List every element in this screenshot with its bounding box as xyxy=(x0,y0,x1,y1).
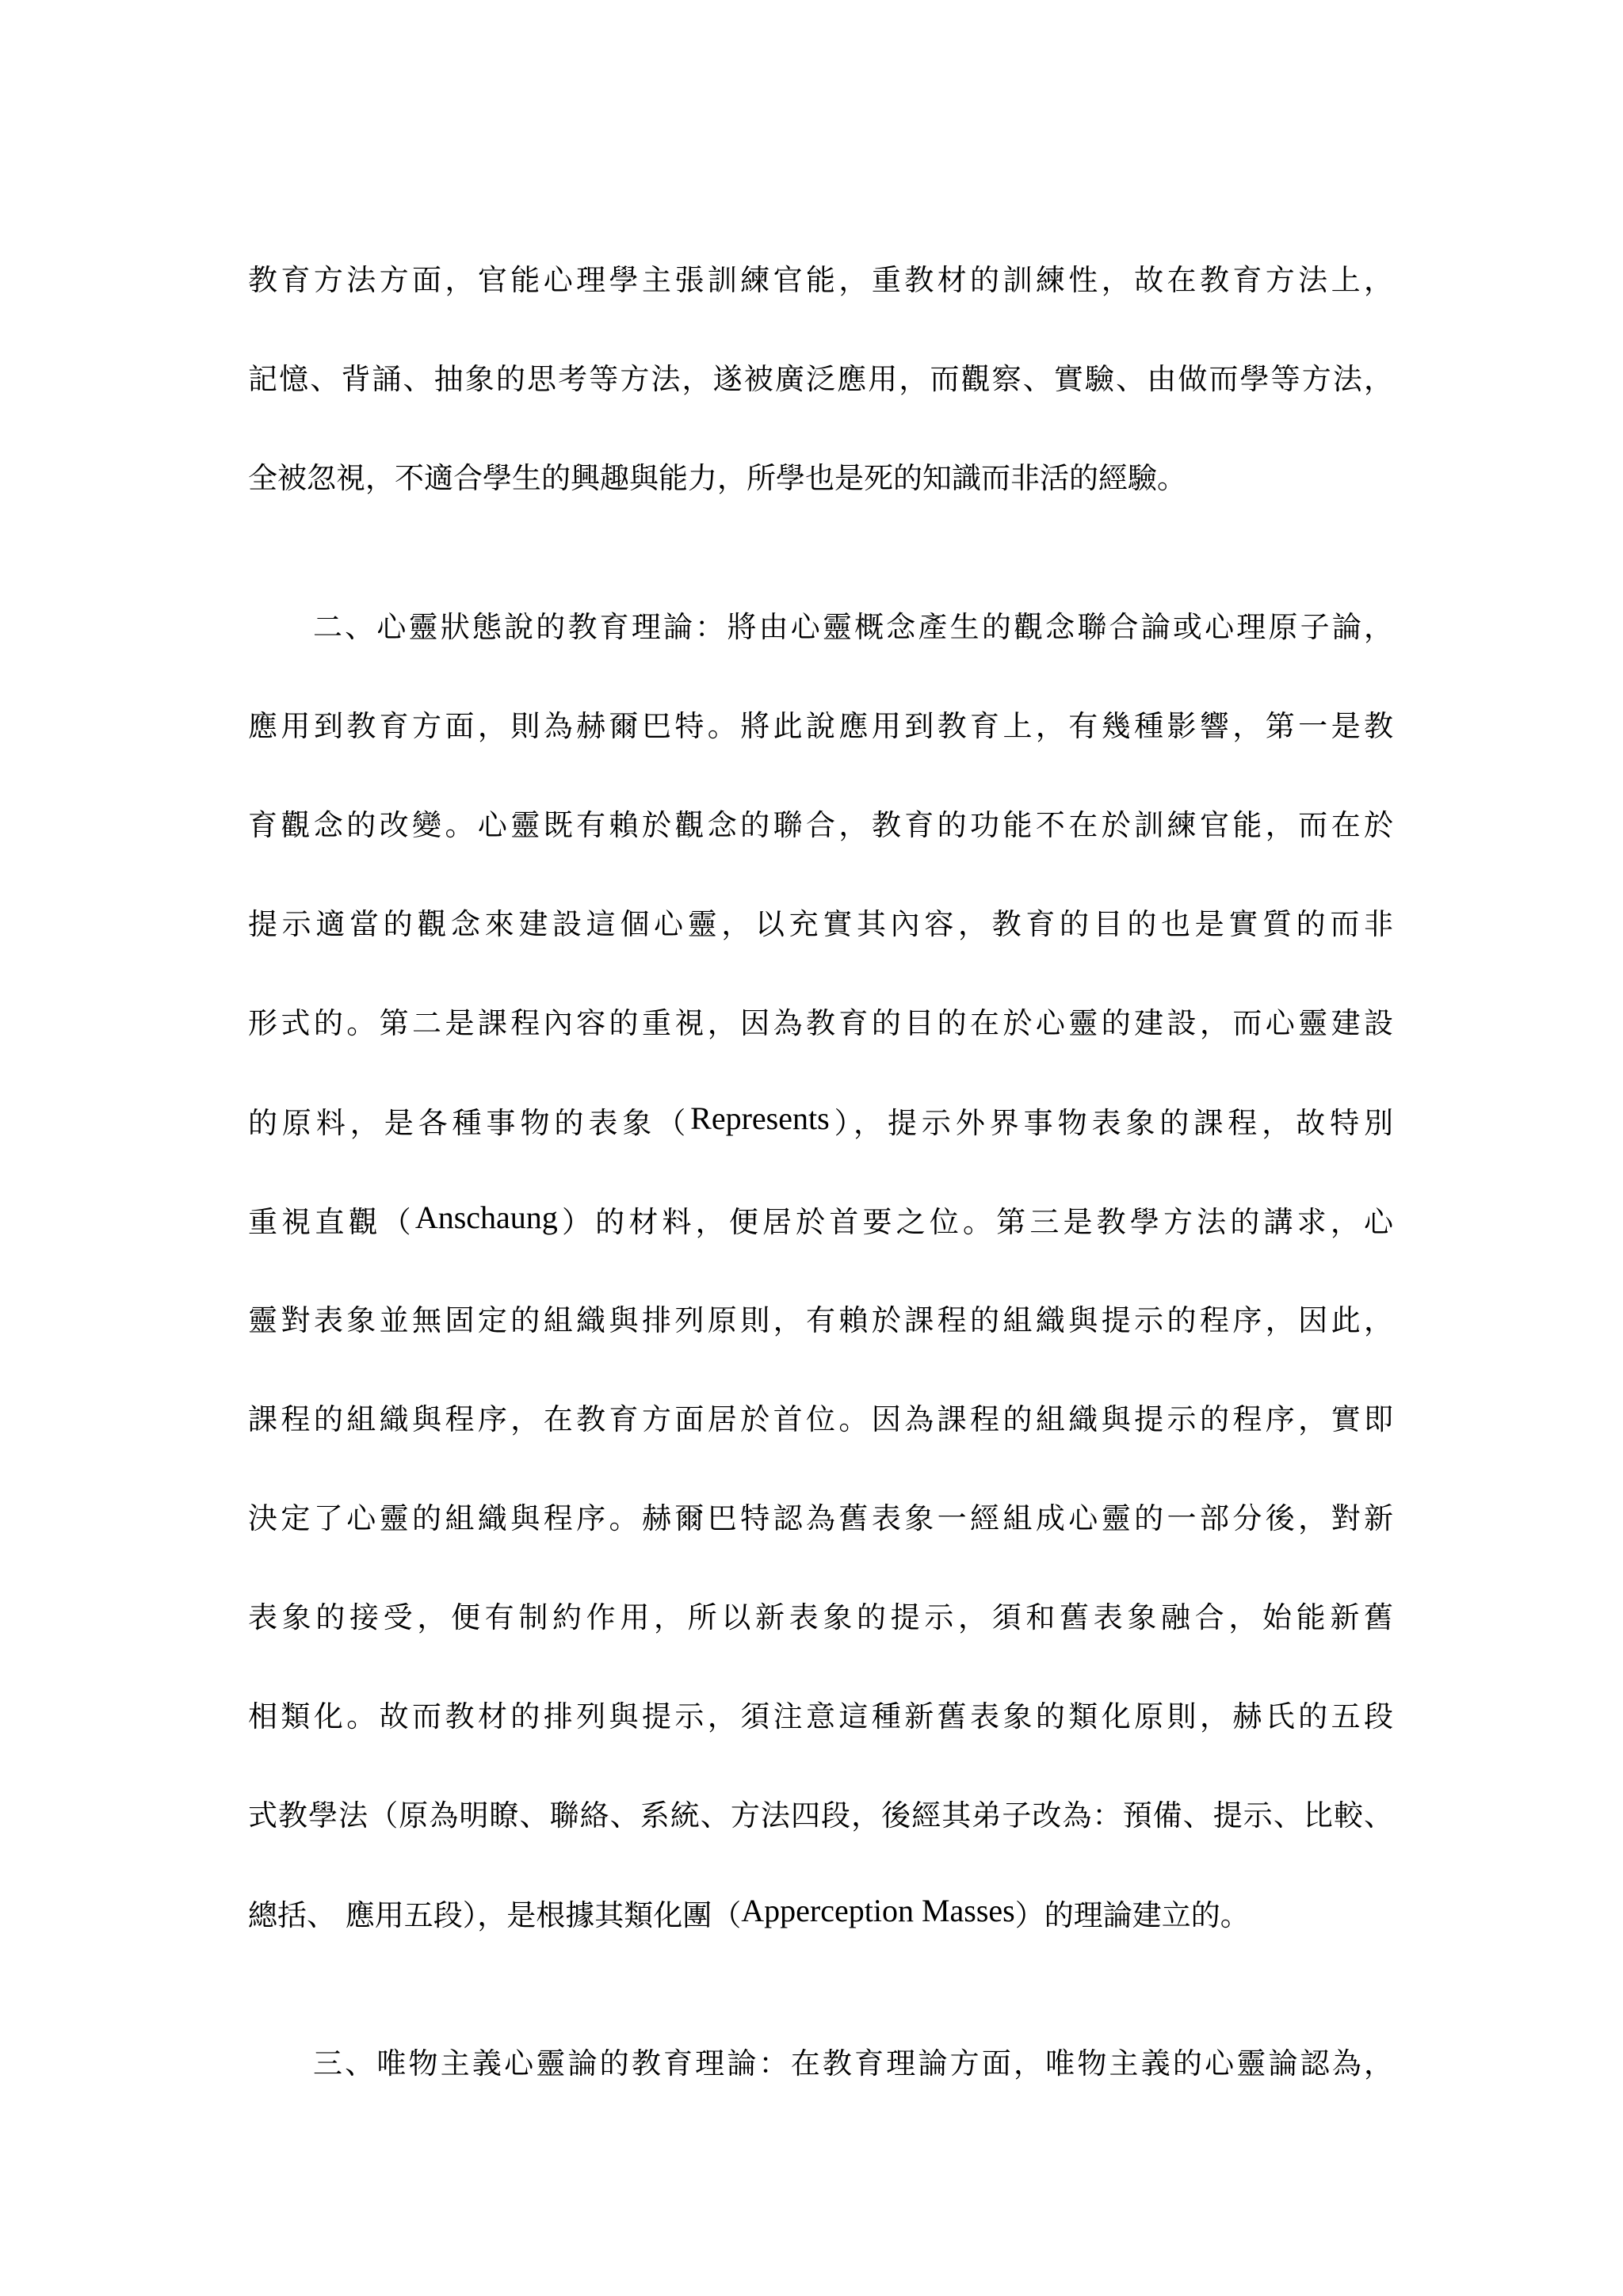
text-line: 形式的。第二是課程內容的重視，因為教育的目的在於心靈的建設，而心靈建設 xyxy=(248,1006,1393,1040)
paragraph-mental-state-theory xyxy=(248,578,1393,1964)
text-line: 教育方法方面，官能心理學主張訓練官能，重教材的訓練性，故在教育方法上， xyxy=(248,263,1393,297)
text-segment: ）的理論建立的。 xyxy=(1014,1898,1250,1932)
text-line: 三、唯物主義心靈論的教育理論：在教育理論方面，唯物主義的心靈論認為， xyxy=(313,2046,1393,2081)
paragraph-faculty-psychology-method xyxy=(248,231,1393,528)
text-line: 相類化。故而教材的排列與提示，須注意這種新舊表象的類化原則，赫氏的五段 xyxy=(248,1699,1393,1733)
text-line: 靈對表象並無固定的組織與排列原則，有賴於課程的組織與提示的程序，因此， xyxy=(248,1303,1393,1337)
paragraph-materialism-theory xyxy=(248,2014,1393,2113)
text-segment: ）的材料，便居於首要之位。第三是教學方法的講求，心 xyxy=(557,1205,1394,1239)
text-segment: 總括、 應用五段），是根據其類化團（ xyxy=(248,1898,742,1932)
text-line: 二、心靈狀態說的教育理論：將由心靈概念產生的觀念聯合論或心理原子論， xyxy=(313,610,1393,644)
text-line: 應用到教育方面，則為赫爾巴特。將此說應用到教育上，有幾種影響，第一是教 xyxy=(248,709,1393,743)
document-body xyxy=(248,231,1393,2113)
text-line: 式教學法（原為明瞭、聯絡、系統、方法四段，後經其弟子改為：預備、提示、比較、 xyxy=(248,1798,1393,1833)
text-line: 提示適當的觀念來建設這個心靈，以充實其內容，教育的目的也是實質的而非 xyxy=(248,907,1393,941)
latin-term-apperception-masses: Apperception Masses xyxy=(741,1893,1015,1928)
text-line xyxy=(248,1073,1393,1172)
text-line: 決定了心靈的組織與程序。赫爾巴特認為舊表象一經組成心靈的一部分後，對新 xyxy=(248,1501,1393,1535)
latin-term-represents: Represents xyxy=(690,1100,830,1136)
text-segment: 的原料，是各種事物的表象（ xyxy=(248,1106,691,1140)
text-line: 課程的組織與程序，在教育方面居於首位。因為課程的組織與提示的程序，實即 xyxy=(248,1402,1393,1436)
text-line: 表象的接受，便有制約作用，所以新表象的提示，須和舊表象融合，始能新舊 xyxy=(248,1600,1393,1634)
text-line: 育觀念的改變。心靈既有賴於觀念的聯合，教育的功能不在於訓練官能，而在於 xyxy=(248,808,1393,842)
text-line: 記憶、背誦、抽象的思考等方法，遂被廣泛應用，而觀察、實驗、由做而學等方法， xyxy=(248,362,1393,396)
text-segment: ），提示外界事物表象的課程，故特別 xyxy=(829,1106,1394,1140)
latin-term-anschaung: Anschaung xyxy=(414,1199,558,1235)
text-line: 全被忽視，不適合學生的興趣與能力，所學也是死的知識而非活的經驗。 xyxy=(248,461,1186,495)
text-line xyxy=(248,1172,1393,1271)
text-line xyxy=(248,1865,1393,1964)
text-segment: 重視直觀（ xyxy=(248,1205,415,1239)
